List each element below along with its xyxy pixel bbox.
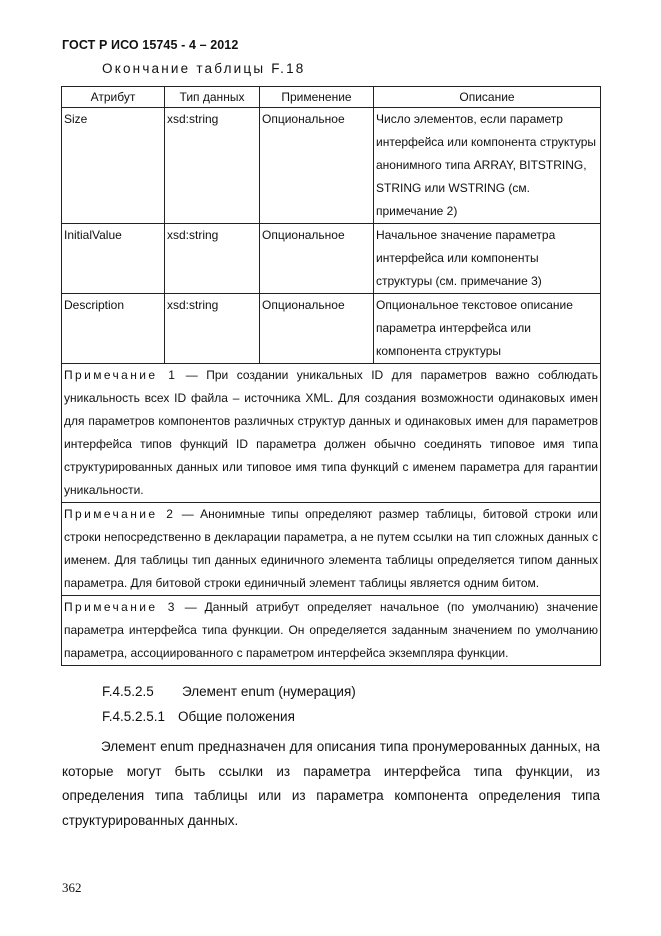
document-header: ГОСТ Р ИСО 15745 - 4 – 2012 bbox=[62, 38, 239, 52]
section-title: Элемент enum (нумерация) bbox=[182, 684, 356, 699]
cell-attribute: Size bbox=[62, 108, 165, 224]
table-caption: Окончание таблицы F.18 bbox=[102, 61, 306, 76]
note-text: — Данный атрибут определяет начальное (по умолчанию) значение параметра интерфейса типа функции. Он определяется заданным значением по умолчанию параметра, ассоциированного с параметром интерфейса экземпляра функции. bbox=[64, 600, 599, 660]
cell-description: Опциональное текстовое описание параметра интерфейса или компонента структуры bbox=[374, 294, 601, 364]
table-row bbox=[62, 224, 601, 294]
note-row bbox=[62, 596, 601, 666]
column-header-usage: Применение bbox=[260, 87, 374, 108]
table-note-3 bbox=[62, 596, 601, 666]
table-row bbox=[62, 108, 601, 224]
cell-description: Число элементов, если параметр интерфейса или компонента структуры анонимного типа ARRAY, BITSTRING, STRING или WSTRING (см. примечание 2) bbox=[374, 108, 601, 224]
cell-usage: Опциональное bbox=[260, 108, 374, 224]
note-lead: Примечание 2 bbox=[64, 507, 176, 521]
cell-attribute: InitialValue bbox=[62, 224, 165, 294]
note-text: — При создании уникальных ID для параметров важно соблюдать уникальность всех ID файла – источника XML. Для создания возможности одинаковых имен для параметров компонентов различных структур данных и одинаковых имен для параметров интерфейса типов функций ID параметра должен обычно соединять типовое имя типа структурированных данных или типовое имя типа функций с именем параметра для гарантии уникальности. bbox=[64, 368, 599, 497]
column-header-type: Тип данных bbox=[165, 87, 260, 108]
note-text: — Анонимные типы определяют размер таблицы, битовой строки или строки непосредственно в декларации параметра, а не путем ссылки на тип сложных данных с именем. Для таблицы тип данных единичного элемента таблицы определяется типом данных параметра. Для битовой строки единичный элемент таблицы является одним битом. bbox=[64, 507, 599, 590]
section-title: Общие положения bbox=[178, 709, 295, 724]
column-header-attribute: Атрибут bbox=[62, 87, 165, 108]
cell-attribute: Description bbox=[62, 294, 165, 364]
table-note-1 bbox=[62, 364, 601, 503]
body-paragraph: Элемент enum предназначен для описания типа пронумерованных данных, на которые могут быть ссылки из параметра интерфейса типа функции, из определения типа таблицы или из параметра компонента определения типа структурированных данных. bbox=[62, 739, 600, 828]
note-lead: Примечание 1 bbox=[64, 368, 178, 382]
section-number: F.4.5.2.5 bbox=[102, 684, 154, 699]
cell-description: Начальное значение параметра интерфейса или компоненты структуры (см. примечание 3) bbox=[374, 224, 601, 294]
section-heading-enum bbox=[102, 684, 356, 699]
cell-type: xsd:string bbox=[165, 294, 260, 364]
note-lead: Примечание 3 bbox=[64, 600, 177, 614]
cell-usage: Опциональное bbox=[260, 224, 374, 294]
note-row bbox=[62, 364, 601, 503]
note-row bbox=[62, 503, 601, 596]
section-heading-general bbox=[102, 709, 295, 724]
table-row bbox=[62, 294, 601, 364]
cell-usage: Опциональное bbox=[260, 294, 374, 364]
cell-type: xsd:string bbox=[165, 224, 260, 294]
section-number: F.4.5.2.5.1 bbox=[102, 709, 166, 724]
cell-type: xsd:string bbox=[165, 108, 260, 224]
page-number: 362 bbox=[62, 880, 82, 895]
table-note-2 bbox=[62, 503, 601, 596]
attributes-table bbox=[61, 86, 601, 666]
column-header-description: Описание bbox=[374, 87, 601, 108]
table-header-row bbox=[62, 87, 601, 108]
